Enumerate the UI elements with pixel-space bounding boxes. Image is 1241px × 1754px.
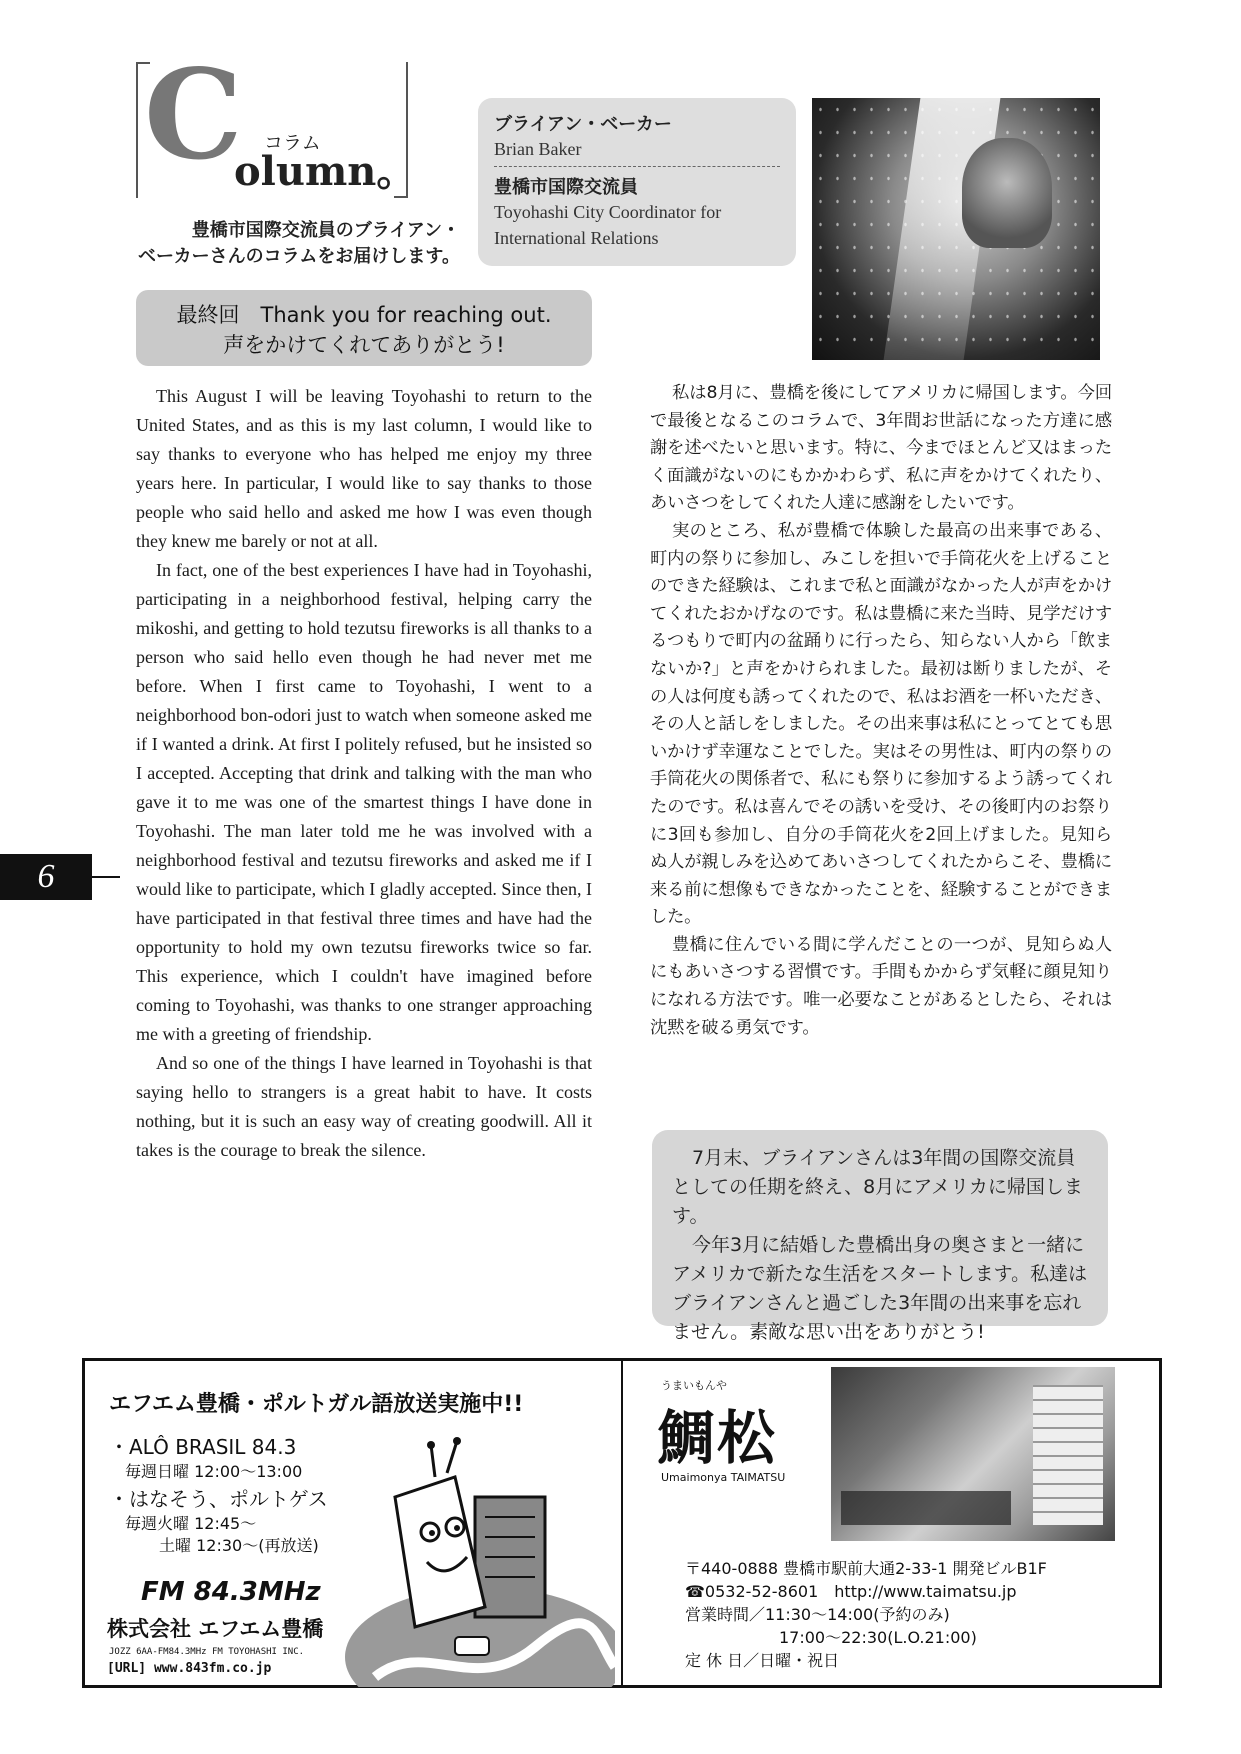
restaurant-info	[685, 1557, 1047, 1672]
column-intro	[130, 218, 460, 270]
advertisement-box	[82, 1358, 1162, 1688]
author-name-en: Brian Baker	[494, 139, 582, 159]
article-title	[136, 290, 592, 366]
paragraph: 実のところ、私が豊橋で体験した最高の出来事である、町内の祭りに参加し、みこしを担いで手筒花火を上げることのできた経験は、これまで私と面識がなかった人が声をかけてくれたおかげなのです。私は豊橋に来た当時、見学だけするつもりで町内の盆踊りに行ったら、知らない人から「飲まないか?」と声をかけられました。最初は断りましたが、その人は何度も誘ってくれたので、私はお酒を一杯いただき、その人と話しをしました。その出来事は私にとってとても思いかけず幸運なことでした。実はその男性は、町内の祭りの手筒花火の関係者で、私にも祭りに参加するよう誘ってくれたのです。私は喜んでその誘いを受け、その後町内のお祭りに3回も参加し、自分の手筒花火を2回上げました。見知らぬ人が親しみを込めてあいさつしてくれたからこそ、豊橋に来る前に想像もできなかったことを、経験することができました。	[650, 520, 1112, 928]
fm-program: ・ALÔ BRASIL 84.3	[109, 1435, 297, 1459]
logo-bracket-left	[136, 62, 138, 198]
shoji-window	[1033, 1385, 1103, 1525]
restaurant-closed: 定 休 日／日曜・祝日	[685, 1651, 840, 1670]
page-number-rule	[92, 876, 120, 878]
paragraph: And so one of the things I have learned in Toyohashi is that saying hello to strangers is a great habit to have. It costs nothing, but it is such an easy way of creating goodwill. All it takes is the courage to break the silence.	[136, 1053, 592, 1160]
note-paragraph: 今年3月に結婚した豊橋出身の奥さまと一緒にアメリカで新たな生活をスタートします。私達はブライアンさんと過ごした3年間の出来事を忘れません。素敵な思い出をありがとう!	[672, 1234, 1088, 1343]
author-role-en: Toyohashi City Coordinator for	[494, 202, 722, 222]
restaurant-name: 鯛松	[657, 1404, 778, 1472]
fm-program: ・はなそう、ポルトゲス	[109, 1487, 328, 1511]
author-role-en: International Relations	[494, 228, 659, 248]
logo-word: olumn。	[234, 148, 417, 195]
author-role-jp: 豊橋市国際交流員	[494, 177, 638, 198]
fm-callsign: JOZZ 6AA-FM84.3MHz FM TOYOHASHI INC.	[109, 1647, 305, 1657]
fm-program-time: 毎週日曜 12:00〜13:00	[125, 1462, 303, 1481]
paragraph: In fact, one of the best experiences I have had in Toyohashi, participating in a neighborhood festival, helping carry the mikoshi, and getting to hold tezutsu fireworks is all thanks to a person who said hello even though he had never met me before. When I first came to Toyohashi, I went to a neighborhood bon-odori just to watch when someone asked me if I wanted a drink. At first I politely refused, but he insisted so I accepted. Accepting that drink and talking with the man who gave it to me was one of the smartest things I have done in Toyohashi. The man later told me he was involved with a neighborhood festival and tezutsu fireworks and asked me if I would like to participate, which I gladly accepted. Since then, I have participated in that festival three times and have had the opportunity to hold my own tezutsu fireworks twice so far. This experience, which I couldn't have imagined before coming to Toyohashi, was thanks to one stranger approaching me with a greeting of friendship.	[136, 560, 592, 1044]
intro-line: 豊橋市国際交流員のブライアン・	[191, 220, 460, 241]
author-profile	[478, 98, 796, 266]
profile-divider	[494, 166, 780, 167]
title-line: 声をかけてくれてありがとう!	[223, 333, 505, 357]
fm-mascot-illustration	[335, 1437, 615, 1687]
fm-url: [URL] www.843fm.co.jp	[107, 1661, 272, 1676]
paragraph: 私は8月に、豊橋を後にしてアメリカに帰国します。今回で最後となるこのコラムで、3年間お世話になった方達に感謝を述べたいと思います。特に、今までほとんど又はまったく面識がないのにもかかわらず、私に声をかけてくれたり、あいさつをしてくれた人達に感謝をしたいです。	[650, 383, 1112, 514]
author-photo	[812, 98, 1100, 360]
restaurant-kana: うまいもんや	[661, 1379, 727, 1392]
restaurant-hours: 営業時間／11:30〜14:00(予約のみ)	[685, 1605, 950, 1624]
restaurant-phone: ☎0532-52-8601 http://www.taimatsu.jp	[685, 1582, 1017, 1601]
title-line: 最終回 Thank you for reaching out.	[176, 303, 552, 327]
intro-line: ベーカーさんのコラムをお届けします。	[137, 246, 460, 267]
logo-bracket-right-bottom	[394, 196, 408, 198]
column-logo	[136, 43, 417, 200]
fm-logo: FM 84.3MHz	[141, 1577, 321, 1607]
counter-bar	[841, 1491, 1011, 1525]
logo-initial: C	[144, 43, 243, 188]
page-number: 6	[0, 854, 92, 900]
fm-program-time: 土曜 12:30〜(再放送)	[159, 1536, 319, 1555]
restaurant-address: 〒440-0888 豊橋市駅前大通2-33-1 開発ビルB1F	[685, 1559, 1047, 1578]
restaurant-photo	[831, 1367, 1115, 1541]
article-body-jp	[650, 380, 1112, 1042]
paragraph: This August I will be leaving Toyohashi to return to the United States, and as this is my last column, I would like to say thanks to everyone who has helped me enjoy my three years here. In particular, I would like to say thanks to those people who said hello and asked me how I was even though they knew me barely or not at all.	[136, 386, 592, 551]
fm-company-name: 株式会社 エフエム豊橋	[107, 1617, 324, 1641]
restaurant-hours: 17:00〜22:30(L.O.21:00)	[779, 1628, 977, 1647]
note-paragraph: 7月末、ブライアンさんは3年間の国際交流員としての任期を終え、8月にアメリカに帰国します。	[672, 1147, 1083, 1227]
article-body-en	[136, 382, 592, 1165]
author-name-jp: ブライアン・ベーカー	[494, 114, 672, 135]
fm-program-time: 毎週火曜 12:45〜	[125, 1514, 257, 1533]
editor-note	[652, 1130, 1108, 1343]
logo-kana: コラム	[264, 132, 321, 154]
ad-divider	[621, 1361, 623, 1685]
person-silhouette	[962, 138, 1052, 248]
fm-headline: エフエム豊橋・ポルトガル語放送実施中!!	[109, 1392, 524, 1417]
firework-sparks	[812, 98, 1100, 360]
restaurant-name-en: Umaimonya TAIMATSU	[661, 1471, 786, 1484]
paragraph: 豊橋に住んでいる間に学んだことの一つが、見知らぬ人にもあいさつする習慣です。手間もかからず気軽に顔見知りになれる方法です。唯一必要なことがあるとしたら、それは沈黙を破る勇気です。	[650, 934, 1112, 1038]
